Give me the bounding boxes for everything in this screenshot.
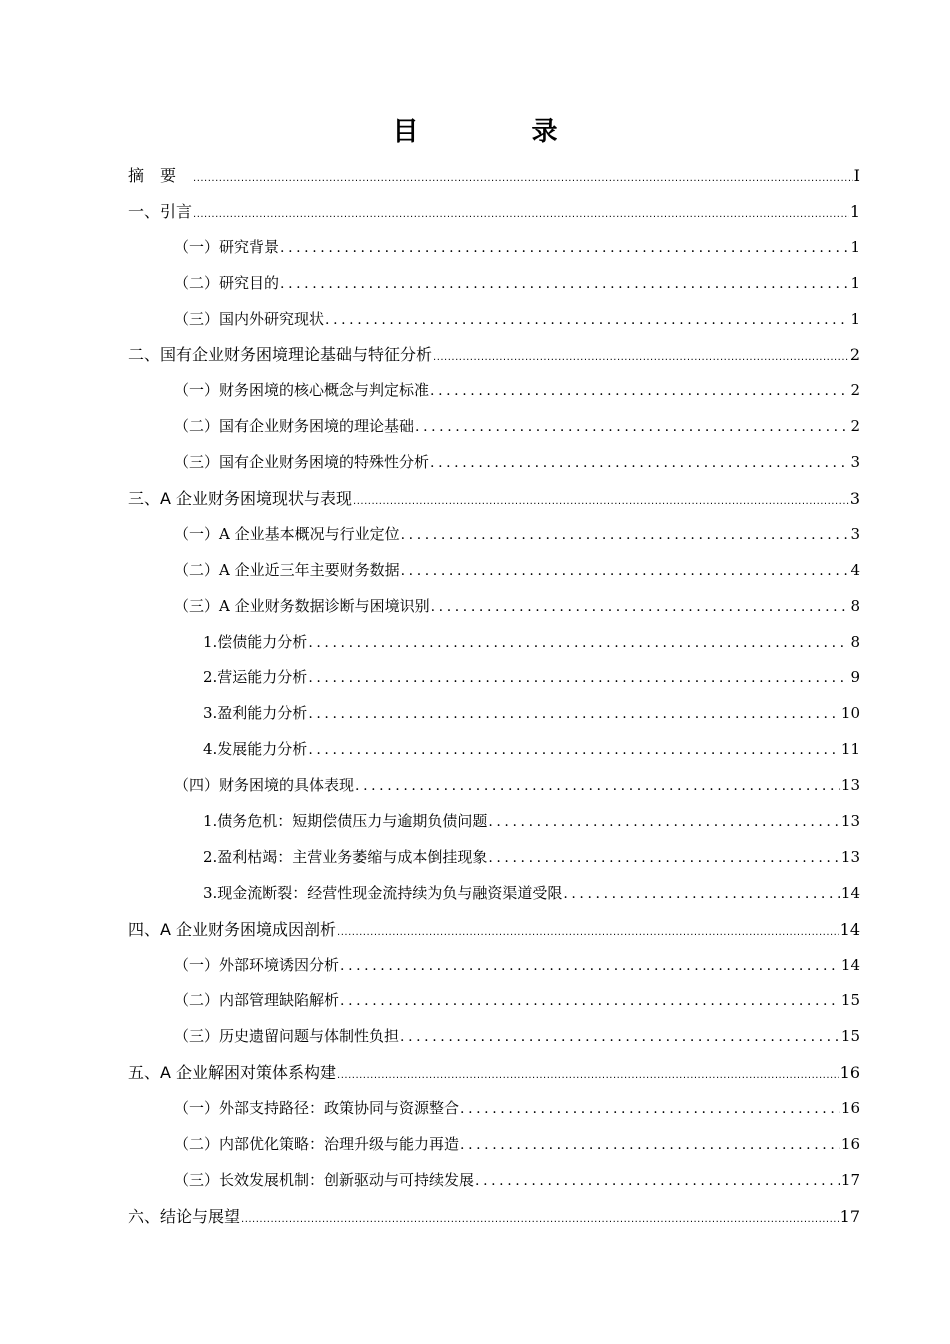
toc-entry-page-number: 3 (849, 489, 860, 509)
toc-entry[interactable] (128, 373, 860, 409)
toc-entry[interactable] (128, 1199, 860, 1235)
toc-entry[interactable] (128, 337, 860, 373)
toc-dot-leader (433, 340, 849, 376)
toc-dot-leader (337, 915, 839, 951)
toc-entry[interactable] (128, 302, 860, 338)
toc-entry-page-number: 8 (850, 596, 860, 615)
toc-entry-label: 2.营运能力分析 (203, 668, 308, 687)
toc-entry-page-number: 2 (850, 417, 860, 436)
toc-dot-leader (430, 374, 849, 410)
toc-entry[interactable] (128, 840, 860, 876)
toc-dot-leader (241, 1202, 839, 1238)
toc-entry-label: 二、国有企业财务困境理论基础与特征分析 (128, 345, 433, 365)
toc-entry-page-number: 14 (839, 919, 860, 939)
toc-entry[interactable] (128, 1163, 860, 1199)
toc-entry[interactable] (128, 481, 860, 517)
toc-entry[interactable] (128, 445, 860, 481)
toc-dot-leader (400, 1020, 840, 1056)
toc-entry-page-number: 2 (849, 345, 860, 365)
toc-dot-leader (308, 697, 840, 733)
toc-entry[interactable] (128, 1055, 860, 1091)
toc-entry-page-number: 3 (850, 453, 860, 472)
toc-dot-leader (337, 1058, 839, 1094)
toc-dot-leader (353, 484, 849, 520)
toc-entry-label: 3.盈利能力分析 (203, 704, 308, 723)
toc-entry-page-number: 15 (840, 991, 860, 1010)
toc-entry-label: 1.偿债能力分析 (203, 632, 308, 651)
toc-entry[interactable] (128, 768, 860, 804)
toc-dot-leader (308, 626, 849, 662)
toc-entry-page-number: 16 (840, 1099, 860, 1118)
toc-entry-page-number: 3 (850, 524, 860, 543)
toc-dot-leader (280, 231, 849, 267)
toc-entry-page-number: 2 (850, 381, 860, 400)
toc-entry-page-number: 16 (840, 1135, 860, 1154)
toc-entry[interactable] (128, 158, 860, 194)
toc-entry[interactable] (128, 1127, 860, 1163)
toc-dot-leader (340, 984, 840, 1020)
toc-entry-page-number: 8 (850, 632, 860, 651)
toc-entry-page-number: 11 (840, 740, 860, 759)
toc-entry[interactable] (128, 409, 860, 445)
toc-entry-label: （一）财务困境的核心概念与判定标准 (174, 381, 430, 400)
toc-entry-label: （二）内部优化策略：治理升级与能力再造 (174, 1135, 460, 1154)
toc-entry-page-number: 9 (850, 668, 860, 687)
toc-entry-page-number: 13 (840, 812, 860, 831)
toc-entry[interactable] (128, 732, 860, 768)
toc-entry-label: （三）A 企业财务数据诊断与困境识别 (174, 596, 430, 615)
toc-entry-page-number: 16 (839, 1063, 860, 1083)
toc-dot-leader (475, 1164, 840, 1200)
toc-dot-leader (340, 949, 840, 985)
toc-entry-label: 五、A 企业解困对策体系构建 (128, 1063, 337, 1083)
toc-entry-page-number: 1 (850, 309, 860, 328)
toc-entry[interactable] (128, 194, 860, 230)
toc-entry-label: 3.现金流断裂：经营性现金流持续为负与融资渠道受限 (203, 883, 563, 902)
toc-entry-label: （一）外部支持路径：政策协同与资源整合 (174, 1099, 460, 1118)
toc-entry-label: 1.债务危机：短期偿债压力与逾期负债问题 (203, 812, 488, 831)
toc-entry-label: 2.盈利枯竭：主营业务萎缩与成本倒挂现象 (203, 847, 488, 866)
toc-entry-label: 三、A 企业财务困境现状与表现 (128, 489, 353, 509)
toc-dot-leader (563, 877, 840, 913)
toc-entry-page-number: I (853, 166, 860, 185)
toc-entry[interactable] (128, 517, 860, 553)
toc-entry-label: （二）A 企业近三年主要财务数据 (174, 560, 400, 579)
toc-entry-page-number: 17 (839, 1206, 860, 1226)
toc-entry-page-number: 4 (850, 560, 860, 579)
toc-entry[interactable] (128, 804, 860, 840)
toc-entry[interactable] (128, 625, 860, 661)
toc-dot-leader (431, 590, 850, 626)
toc-entry-page-number: 1 (849, 201, 860, 221)
toc-entry-label: （一）A 企业基本概况与行业定位 (174, 524, 400, 543)
toc-dot-leader (280, 267, 849, 303)
toc-entry-label: （三）长效发展机制：创新驱动与可持续发展 (174, 1170, 475, 1189)
toc-dot-leader (308, 661, 849, 697)
toc-entry-label: 一、引言 (128, 201, 193, 221)
toc-entry-label: （三）国有企业财务困境的特殊性分析 (174, 453, 430, 472)
toc-entry-label: 六、结论与展望 (128, 1206, 241, 1226)
toc-entry[interactable] (128, 589, 860, 625)
toc-entry[interactable] (128, 1091, 860, 1127)
toc-entry-label: （二）国有企业财务困境的理论基础 (174, 417, 415, 436)
toc-entry-label: （二）研究目的 (174, 273, 280, 292)
toc-dot-leader (401, 518, 850, 554)
toc-entry-page-number: 14 (840, 883, 860, 902)
toc-entry[interactable] (128, 696, 860, 732)
toc-entry-page-number: 13 (840, 776, 860, 795)
toc-entry-page-number: 15 (840, 1027, 860, 1046)
toc-entry-label: （一）研究背景 (174, 237, 280, 256)
toc-entry[interactable] (128, 948, 860, 984)
toc-entry-page-number: 13 (840, 847, 860, 866)
toc-entry-label: 摘要 (128, 166, 193, 185)
toc-entry-label: （三）历史遗留问题与体制性负担 (174, 1027, 400, 1046)
toc-dot-leader (193, 197, 849, 233)
toc-entry-label: （三）国内外研究现状 (174, 309, 325, 328)
toc-dot-leader (488, 841, 840, 877)
toc-dot-leader (415, 410, 849, 446)
toc-entry[interactable] (128, 266, 860, 302)
toc-entry-page-number: 14 (840, 955, 860, 974)
toc-entry-label: （四）财务困境的具体表现 (174, 776, 355, 795)
toc-entry-label: 4.发展能力分析 (203, 740, 308, 759)
toc-entry-label: （一）外部环境诱因分析 (174, 955, 340, 974)
toc-entry[interactable] (128, 876, 860, 912)
toc-entry-page-number: 17 (840, 1170, 860, 1189)
toc-entry[interactable] (128, 983, 860, 1019)
toc-dot-leader (355, 769, 840, 805)
toc-entry-label: （二）内部管理缺陷解析 (174, 991, 340, 1010)
toc-entry[interactable] (128, 1019, 860, 1055)
toc-dot-leader (401, 554, 850, 590)
toc-entry-page-number: 1 (850, 237, 860, 256)
toc-dot-leader (460, 1092, 840, 1128)
toc-dot-leader (308, 733, 840, 769)
toc-entry-label: 四、A 企业财务困境成因剖析 (128, 919, 337, 939)
toc-entry[interactable] (128, 660, 860, 696)
toc-dot-leader (460, 1128, 840, 1164)
toc-entry[interactable] (128, 230, 860, 266)
toc-dot-leader (430, 446, 849, 482)
toc-dot-leader (488, 805, 840, 841)
toc-entry[interactable] (128, 553, 860, 589)
toc-title: 目 录 (392, 117, 610, 147)
toc-dot-leader (325, 303, 849, 339)
toc-entry[interactable] (128, 912, 860, 948)
toc-entry-page-number: 1 (850, 273, 860, 292)
toc-entry-page-number: 10 (840, 704, 860, 723)
toc-dot-leader (193, 161, 853, 197)
table-of-contents (128, 158, 860, 1235)
